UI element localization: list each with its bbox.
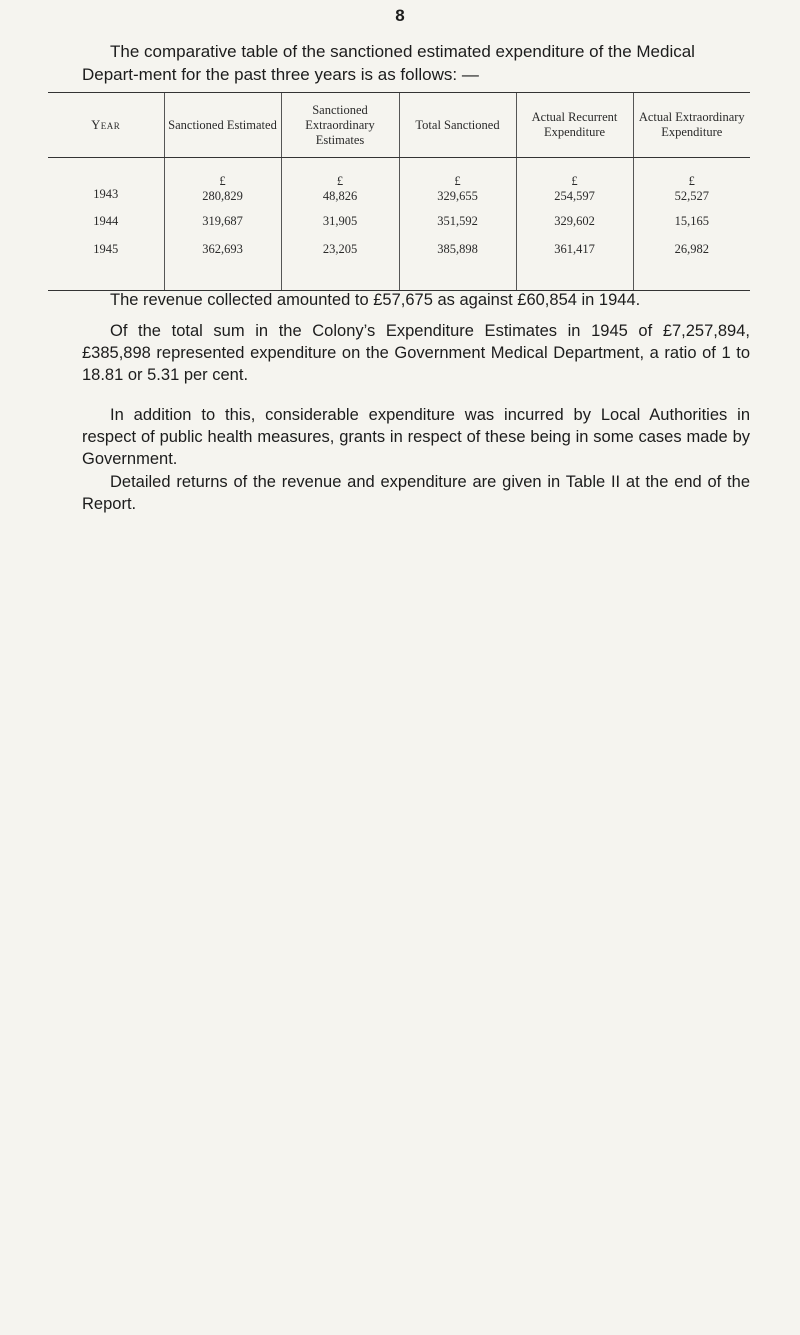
value-cell <box>516 158 633 207</box>
local-authorities-paragraph: In addition to this, considerable expenditure was incurred by Local Authorities in respect of public health measures, grants in respect of these being in some cases made by Government. <box>82 406 750 468</box>
currency-symbol: £ <box>336 174 344 188</box>
table-row <box>48 206 750 236</box>
table-header-row <box>48 93 750 158</box>
cell-value: 26,982 <box>633 236 750 291</box>
value-cell <box>399 158 516 207</box>
currency-symbol: £ <box>688 174 695 188</box>
cell-value: 319,687 <box>164 206 281 236</box>
table-row <box>48 158 750 207</box>
cell-value: 52,527 <box>674 189 709 203</box>
revenue-paragraph: The revenue collected amounted to £57,675 as against £60,854 in 1944. <box>110 291 641 309</box>
table-row <box>48 236 750 291</box>
detailed-returns-paragraph: Detailed returns of the revenue and expenditure are given in Table II at the end of the Report. <box>82 473 750 513</box>
cell-value: 329,655 <box>437 189 478 203</box>
year-cell: 1944 <box>93 213 119 228</box>
expenditure-ratio-paragraph: Of the total sum in the Colony’s Expenditure Estimates in 1945 of £7,257,894, £385,898 represented expenditure on the Government Medical Department, a ratio of 1 to 18.81 or 5.31 per cent. <box>82 322 750 384</box>
currency-symbol: £ <box>571 174 578 188</box>
cell-value: 48,826 <box>322 189 358 203</box>
year-cell: 1945 <box>48 236 164 291</box>
cell-value: 361,417 <box>516 236 633 291</box>
value-cell <box>633 158 750 207</box>
header-actual-extraordinary: Actual Extraordinary Expenditure <box>633 93 750 158</box>
header-actual-recurrent: Actual Recurrent Expenditure <box>516 93 633 158</box>
cell-value: 280,829 <box>202 189 243 203</box>
header-sanctioned-extraordinary: Sanctioned Extraordinary Estimates <box>281 93 399 158</box>
currency-symbol: £ <box>454 174 461 188</box>
value-cell <box>164 158 281 207</box>
cell-value: 23,205 <box>281 236 399 291</box>
currency-symbol: £ <box>219 174 226 188</box>
cell-value: 254,597 <box>554 189 595 203</box>
cell-value: 351,592 <box>399 206 516 236</box>
intro-paragraph: The comparative table of the sanctioned estimated expenditure of the Medical Depart-ment for the past three years is as follows: — <box>82 42 695 84</box>
year-cell: 1943 <box>93 187 119 201</box>
cell-value: 362,693 <box>164 236 281 291</box>
header-year: Year <box>48 93 164 158</box>
header-total-sanctioned: Total Sanctioned <box>399 93 516 158</box>
value-cell <box>281 158 399 207</box>
cell-value: 15,165 <box>633 206 750 236</box>
header-sanctioned-estimated: Sanctioned Estimated <box>164 93 281 158</box>
cell-value: 31,905 <box>281 206 399 236</box>
expenditure-table <box>48 92 750 291</box>
cell-value: 329,602 <box>516 206 633 236</box>
cell-value: 385,898 <box>399 236 516 291</box>
page-number: 8 <box>395 6 405 25</box>
